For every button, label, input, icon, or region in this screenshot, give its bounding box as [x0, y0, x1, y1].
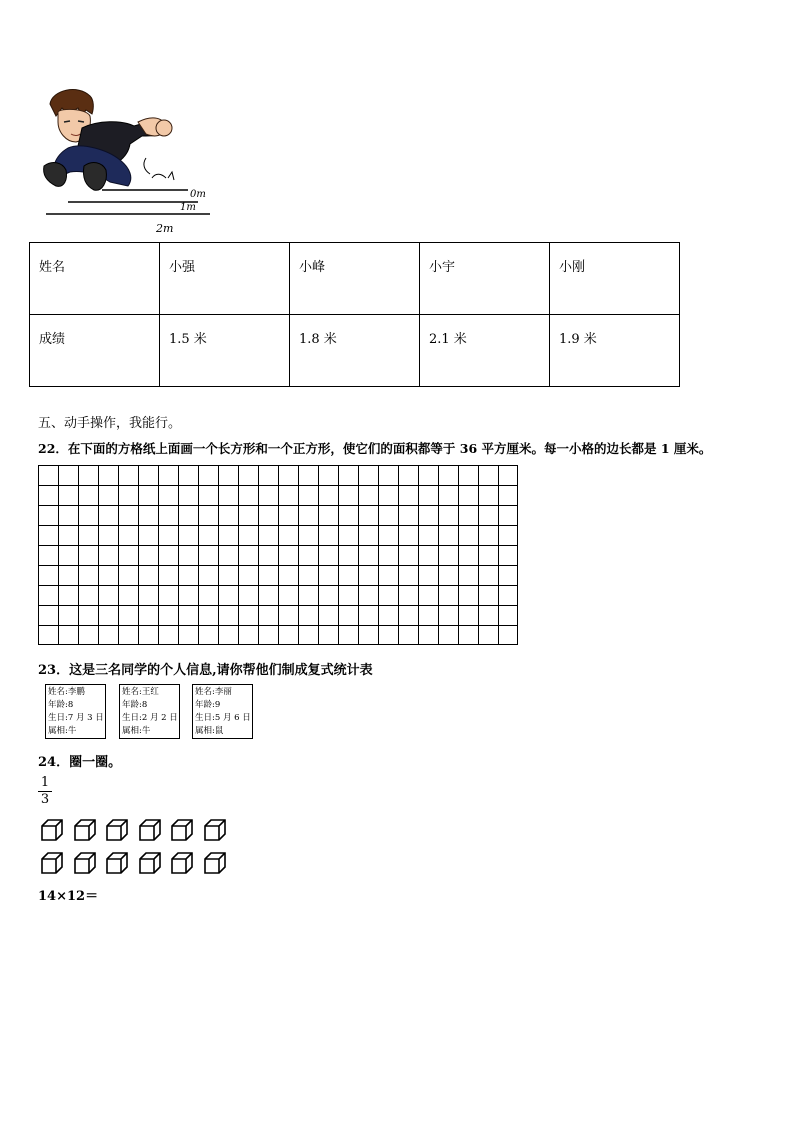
- card-age: 年龄:8: [48, 700, 74, 710]
- cube-icon: [73, 818, 97, 842]
- table-cell: 1.5 米: [160, 315, 290, 387]
- table-cell: 成绩: [30, 315, 160, 387]
- cube-icon: [73, 851, 97, 875]
- cube-icon: [170, 851, 194, 875]
- fraction: [38, 775, 52, 808]
- mark-0m: 0m: [190, 189, 206, 200]
- card-age: 年龄:9: [195, 700, 221, 710]
- grid-paper: [38, 465, 518, 645]
- table-cell: 2.1 米: [420, 315, 550, 387]
- header-cell: 小强: [160, 243, 290, 315]
- question-23-text: 23．这是三名同学的个人信息,请你帮他们制成复式统计表: [38, 663, 373, 678]
- question-24-text: 24．圈一圈。: [38, 755, 122, 770]
- cube-icon: [138, 851, 162, 875]
- long-jump-boy-illustration: [38, 86, 218, 238]
- cube-icon: [203, 818, 227, 842]
- table-cell: 1.8 米: [290, 315, 420, 387]
- card-zodiac: 属相:鼠: [195, 726, 224, 736]
- multiplication-expression: 14×12＝: [38, 889, 99, 904]
- card-birthday: 生日:5 月 6 日: [195, 713, 251, 723]
- table-cell: 1.9 米: [550, 315, 680, 387]
- card-name: 姓名:李鹏: [48, 687, 85, 697]
- cube-icon: [203, 851, 227, 875]
- cube-icon: [170, 818, 194, 842]
- info-card: [119, 684, 180, 739]
- fraction-denominator: 3: [40, 792, 50, 807]
- section-title: 五、动手操作，我能行。: [38, 416, 182, 431]
- mark-1m: 1m: [180, 202, 196, 213]
- header-cell: 小刚: [550, 243, 680, 315]
- header-cell: 小峰: [290, 243, 420, 315]
- card-zodiac: 属相:牛: [48, 726, 77, 736]
- card-age: 年龄:8: [122, 700, 148, 710]
- header-cell: 小宇: [420, 243, 550, 315]
- cube-icon: [105, 818, 129, 842]
- cube-icon: [138, 818, 162, 842]
- question-22-text: 22．在下面的方格纸上面画一个长方形和一个正方形，使它们的面积都等于 36 平方厘米。每一小格的边长都是 1 厘米。: [38, 441, 712, 456]
- card-birthday: 生日:2 月 2 日: [122, 713, 178, 723]
- table-row: [30, 243, 680, 315]
- info-card: [192, 684, 253, 739]
- header-cell: 姓名: [30, 243, 160, 315]
- info-card: [45, 684, 106, 739]
- table-row: [30, 315, 680, 387]
- card-zodiac: 属相:牛: [122, 726, 151, 736]
- cube-icon: [40, 818, 64, 842]
- mark-2m: 2m: [156, 222, 174, 235]
- cube-icon: [105, 851, 129, 875]
- score-table: [29, 242, 680, 387]
- fraction-numerator: 1: [38, 775, 52, 792]
- card-name: 姓名:王红: [122, 687, 159, 697]
- card-name: 姓名:李丽: [195, 687, 232, 697]
- cube-icon: [40, 851, 64, 875]
- card-birthday: 生日:7 月 3 日: [48, 713, 104, 723]
